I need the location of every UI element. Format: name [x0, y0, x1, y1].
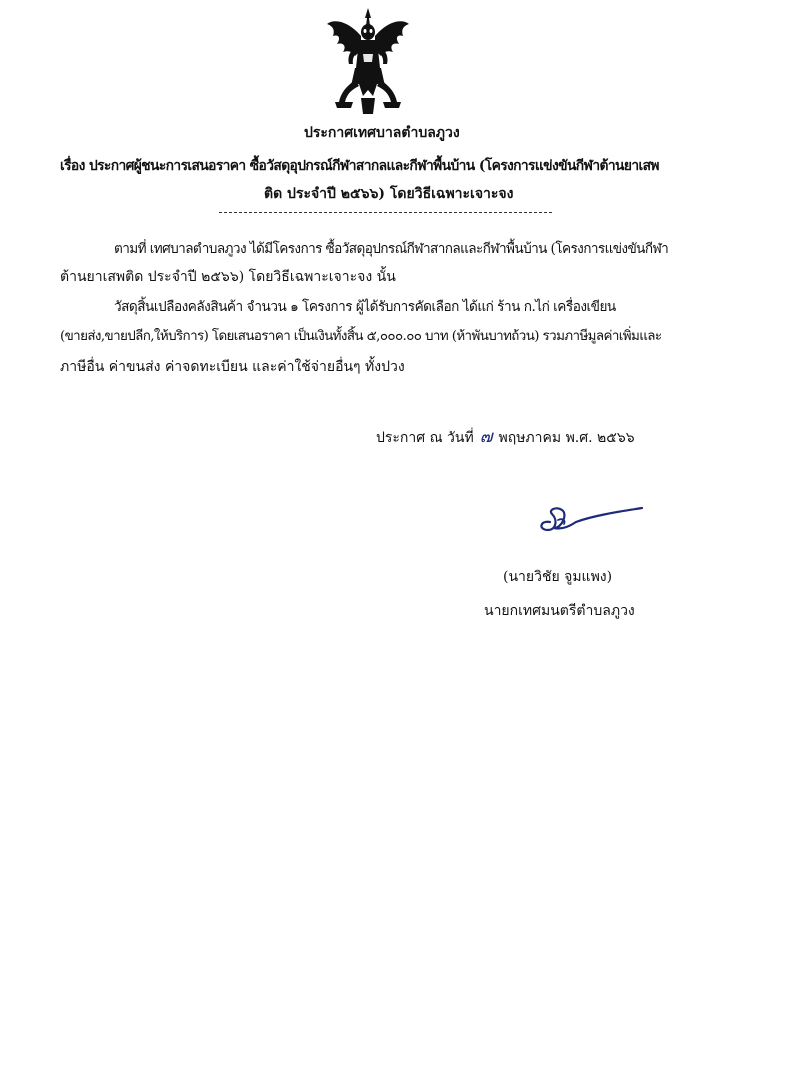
- body-line4: (ขายส่ง,ขายปลีก,ให้บริการ) โดยเสนอราคา เป็นเงินทั้งสิ้น ๕,๐๐๐.๐๐ บาท (ห้าพันบาทถ้วน) รวมภาษีมูลค่าเพิ่มและ: [60, 329, 662, 344]
- body-line5: ภาษีอื่น ค่าขนส่ง ค่าจดทะเบียน และค่าใช้จ่ายอื่นๆ ทั้งปวง: [60, 359, 405, 375]
- body-line3: วัสดุสิ้นเปลืองคลังสินค้า จำนวน ๑ โครงการ ผู้ได้รับการคัดเลือก ได้แก่ ร้าน ก.ไก่ เครื่องเขียน: [114, 299, 616, 315]
- body-line2: ต้านยาเสพติด ประจำปี ๒๕๖๖) โดยวิธีเฉพาะเจาะจง นั้น: [60, 269, 396, 285]
- body-line1: ตามที่ เทศบาลตำบลภูวง ได้มีโครงการ ซื้อวัสดุอุปกรณ์กีฬาสากลและกีฬาพื้นบ้าน (โครงการแข่งขันกีฬา: [114, 241, 669, 257]
- garuda-emblem-icon: [325, 6, 411, 118]
- header-org: ประกาศเทศบาลตำบลภูวง: [304, 125, 460, 141]
- signatory-position: นายกเทศมนตรีตำบลภูวง: [484, 603, 635, 619]
- announce-date: [376, 428, 635, 447]
- announce-day: ๗: [479, 427, 493, 447]
- announce-rest: พฤษภาคม พ.ศ. ๒๕๖๖: [498, 430, 635, 446]
- signatory-name: (นายวิชัย จูมแพง): [503, 569, 613, 585]
- header-subject-line2: ติด ประจำปี ๒๕๖๖) โดยวิธีเฉพาะเจาะจง: [264, 186, 514, 202]
- header-divider: [219, 212, 552, 213]
- header-subject-line1: เรื่อง ประกาศผู้ชนะการเสนอราคา ซื้อวัสดุอุปกรณ์กีฬาสากลและกีฬาพื้นบ้าน (โครงการแข่งขันกีฬาต้านยาเสพ: [60, 158, 659, 174]
- handwritten-signature: [536, 498, 646, 538]
- announce-prefix: ประกาศ ณ วันที่: [376, 430, 474, 446]
